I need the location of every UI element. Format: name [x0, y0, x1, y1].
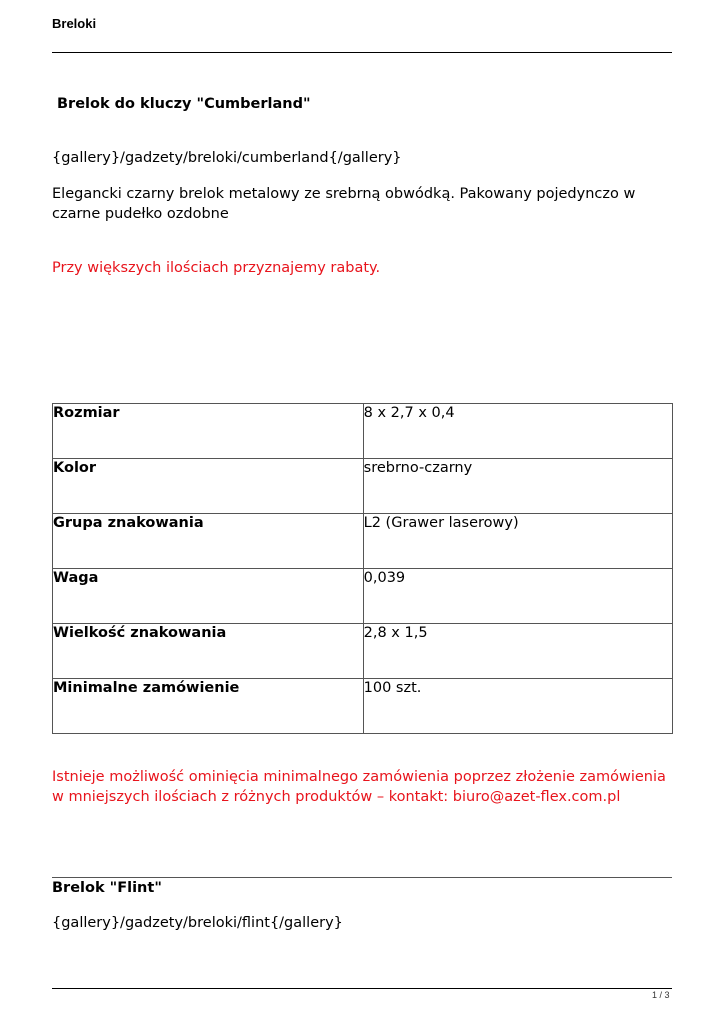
product-title: Brelok do kluczy "Cumberland": [57, 96, 311, 112]
table-row: [53, 459, 673, 514]
specs-table: [52, 403, 673, 734]
spec-value: 8 x 2,7 x 0,4: [363, 404, 672, 459]
page-number: 1 / 3: [652, 990, 670, 1000]
minimum-order-note: Istnieje możliwość ominięcia minimalnego zamówienia poprzez złożenie zamówienia w mniejszych ilościach z różnych produktów – kontakt: biuro@azet-flex.com.pl: [52, 769, 666, 805]
spec-value: 0,039: [363, 569, 672, 624]
spec-label: Rozmiar: [53, 404, 364, 459]
table-row: [53, 679, 673, 734]
spec-value: 2,8 x 1,5: [363, 624, 672, 679]
spec-value: 100 szt.: [363, 679, 672, 734]
spec-label: Minimalne zamówienie: [53, 679, 364, 734]
table-row: [53, 624, 673, 679]
header-divider: [52, 52, 672, 53]
table-row: [53, 404, 673, 459]
table-row: [53, 514, 673, 569]
product-description: Elegancki czarny brelok metalowy ze srebrną obwódką. Pakowany pojedynczo w czarne pudełko ozdobne: [52, 186, 636, 222]
spec-label: Waga: [53, 569, 364, 624]
discount-note: Przy większych ilościach przyznajemy rabaty.: [52, 260, 381, 276]
product-title-flint: Brelok "Flint": [52, 880, 162, 896]
spec-label: Grupa znakowania: [53, 514, 364, 569]
table-row: [53, 569, 673, 624]
gallery-tag-flint: {gallery}/gadzety/breloki/flint{/gallery}: [52, 915, 343, 931]
spec-label: Wielkość znakowania: [53, 624, 364, 679]
page-header-title: Breloki: [52, 16, 97, 31]
spec-value: srebrno-czarny: [363, 459, 672, 514]
gallery-tag: {gallery}/gadzety/breloki/cumberland{/gallery}: [52, 150, 402, 166]
footer-divider: [52, 988, 672, 989]
spec-value: L2 (Grawer laserowy): [363, 514, 672, 569]
spec-label: Kolor: [53, 459, 364, 514]
